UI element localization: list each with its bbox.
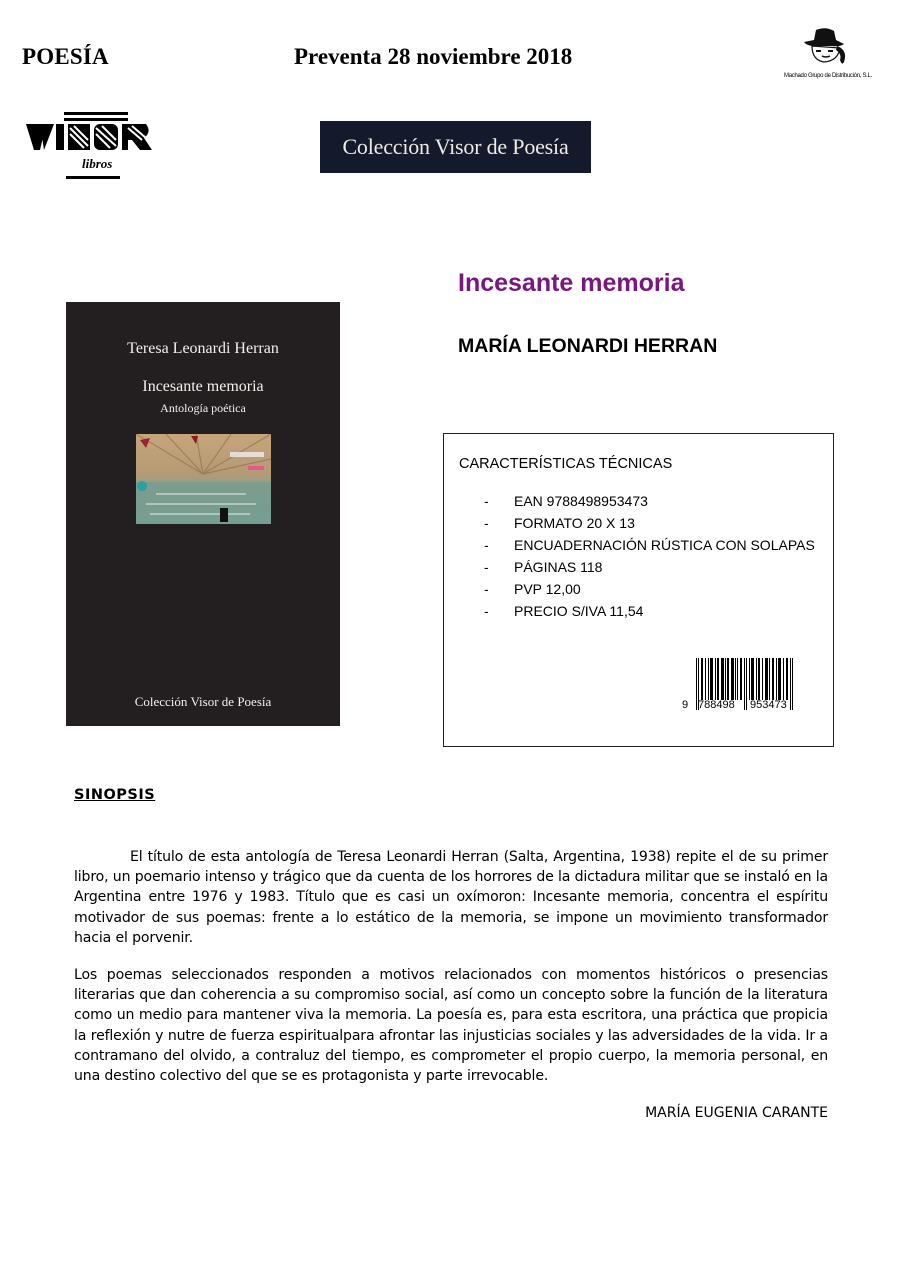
- spec-item-pages: [484, 556, 815, 578]
- specs-heading: CARACTERÍSTICAS TÉCNICAS: [459, 456, 673, 472]
- spec-text: PRECIO S/IVA 11,54: [514, 603, 644, 619]
- collection-banner: Colección Visor de Poesía: [320, 121, 591, 173]
- synopsis-paragraph-1: El título de esta antología de Teresa Leonardi Herran (Salta, Argentina, 1938) repite el de su primer libro, un poemario intenso y trágico que da cuenta de los horrores de la dictadura militar que se instaló en la Argentina entre 1976 y 1983. Título que es casi un oxímoron: Incesante memoria, concentra el espíritu motivador de sus poemas: frente a lo estático de la memoria, se impone un movimiento transformador hacia el porvenir.: [74, 849, 828, 946]
- bullet-dash: -: [484, 559, 489, 575]
- cover-artwork: [136, 434, 271, 524]
- category-label: POESÍA: [22, 44, 109, 69]
- specs-list: [484, 490, 815, 622]
- synopsis-heading: SINOPSIS: [74, 787, 156, 803]
- bullet-dash: -: [484, 603, 489, 619]
- svg-text:libros: libros: [82, 156, 113, 171]
- barcode-group-2: 953473: [750, 699, 787, 711]
- spec-item-price-no-vat: [484, 600, 815, 622]
- cover-photo-icon: [136, 434, 271, 524]
- distributor-logo: [782, 26, 874, 84]
- cover-author: Teresa Leonardi Herran: [127, 340, 279, 357]
- spec-item-pvp: [484, 578, 815, 600]
- bullet-dash: -: [484, 515, 489, 531]
- spec-text: PVP 12,00: [514, 581, 581, 597]
- spec-item-ean: [484, 490, 815, 512]
- technical-specs-box: [443, 433, 834, 747]
- spec-text: ENCUADERNACIÓN RÚSTICA CON SOLAPAS: [514, 537, 815, 553]
- distributor-caption: Machado Grupo de Distribución, S.L.: [784, 73, 872, 79]
- ean-barcode: [682, 656, 804, 716]
- bullet-dash: -: [484, 537, 489, 553]
- book-cover-image: [66, 302, 340, 726]
- presale-date: Preventa 28 noviembre 2018: [294, 44, 573, 69]
- cover-title: Incesante memoria: [142, 378, 264, 395]
- bullet-dash: -: [484, 493, 489, 509]
- synopsis-paragraph-2: Los poemas seleccionados responden a motivos relacionados con momentos históricos o presencias literarias que dan coherencia a su compromiso social, así como un concepto sobre la función de la literatura como un medio para mantener viva la memoria. La poesía es, para esta escritora, una práctica que propicia la reflexión y nutre de fuerza espiritualpara afrontar las injusticias sociales y las adversidades de la vida. Ir a contramano del olvido, a contraluz del tiempo, es comprometer el propio cuerpo, la memoria personal, en una destino colectivo del que se es protagonista y parte irrevocable.: [74, 967, 828, 1085]
- visor-logo-mark-icon: [24, 110, 154, 184]
- spec-text: EAN 9788498953473: [514, 493, 648, 509]
- cover-collection: Colección Visor de Poesía: [134, 694, 272, 709]
- visor-libros-logo: [24, 110, 154, 184]
- barcode-group-1: 788498: [698, 699, 735, 711]
- synopsis-signature: MARÍA EUGENIA CARANTE: [645, 1105, 828, 1121]
- book-title: Incesante memoria: [458, 269, 685, 297]
- barcode-digit-first: 9: [682, 699, 689, 711]
- spec-text: PÁGINAS 118: [514, 559, 603, 575]
- hat-man-icon: [782, 26, 874, 72]
- spec-item-format: [484, 512, 815, 534]
- book-author: MARÍA LEONARDI HERRAN: [458, 335, 718, 357]
- cover-subtitle: Antología poética: [160, 401, 246, 415]
- bullet-dash: -: [484, 581, 489, 597]
- spec-item-binding: [484, 534, 815, 556]
- spec-text: FORMATO 20 X 13: [514, 515, 635, 531]
